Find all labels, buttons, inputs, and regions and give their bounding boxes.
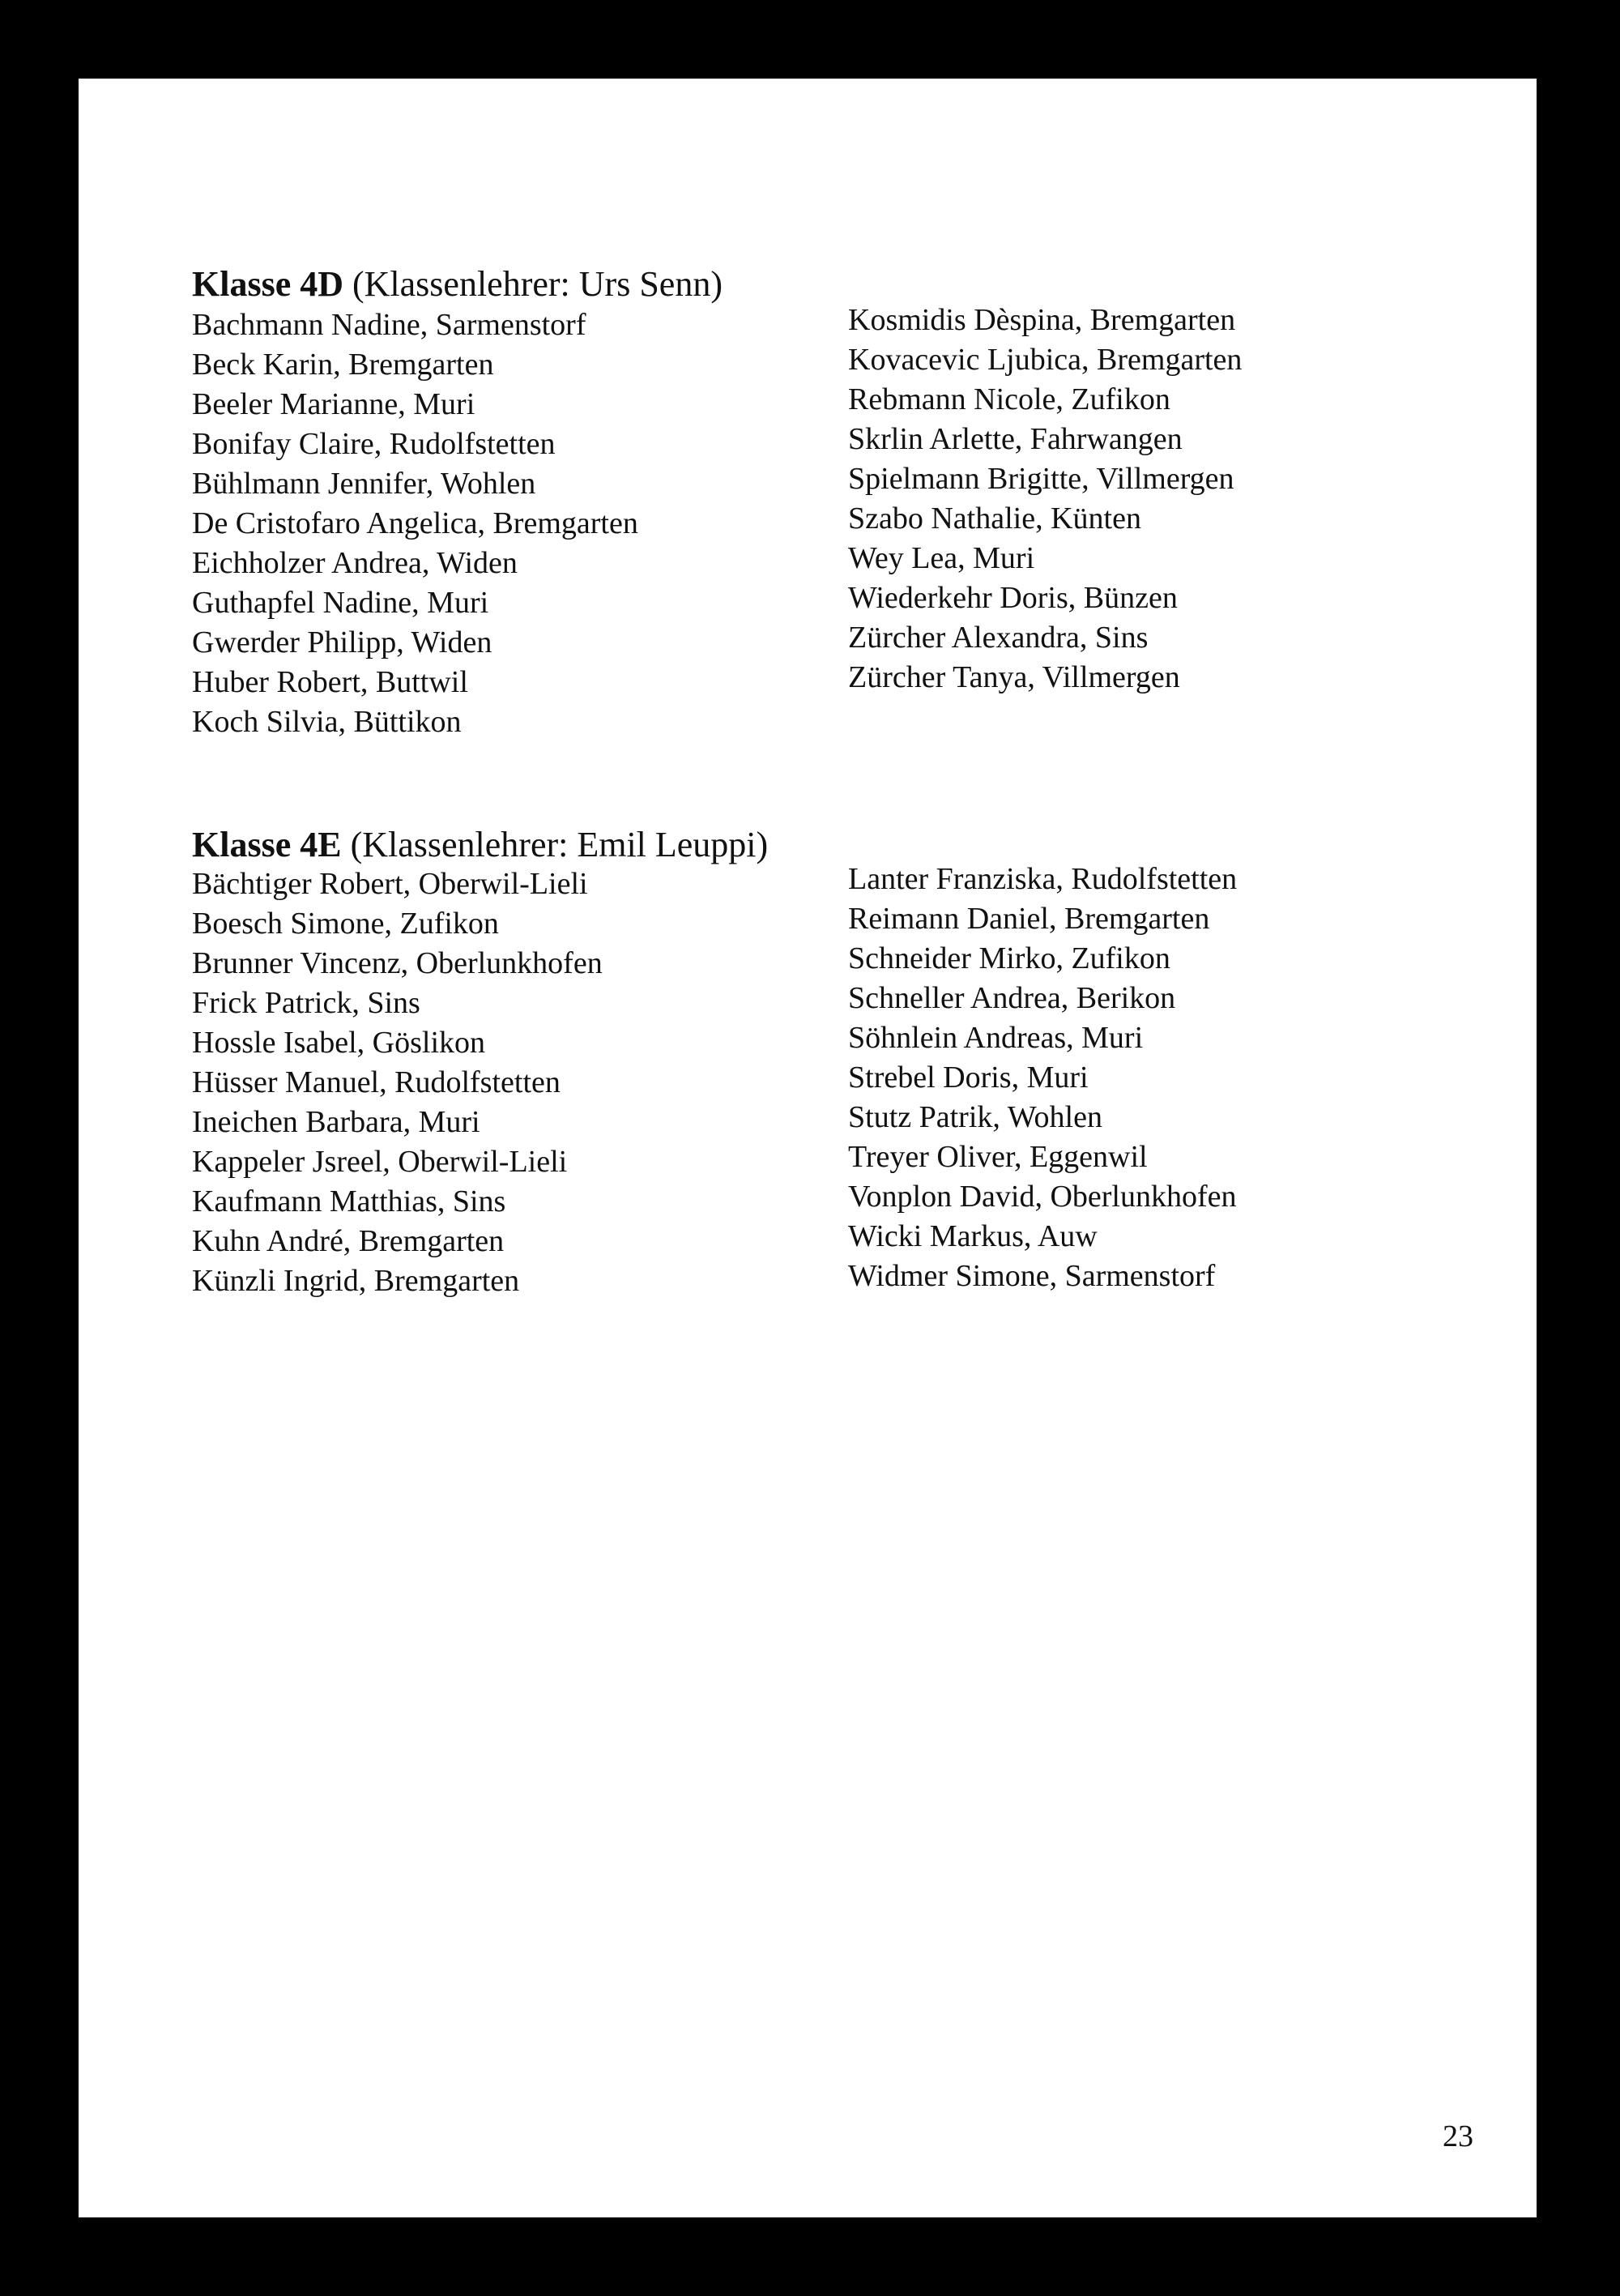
student-entry: Beck Karin, Bremgarten [192, 348, 494, 382]
student-entry: Treyer Oliver, Eggenwil [848, 1140, 1148, 1174]
student-entry: Eichholzer Andrea, Widen [192, 546, 518, 580]
student-entry: Bachmann Nadine, Sarmenstorf [192, 308, 586, 342]
student-list-left [192, 864, 603, 1301]
student-entry: De Cristofaro Angelica, Bremgarten [192, 506, 638, 540]
student-entry: Zürcher Alexandra, Sins [848, 621, 1149, 655]
student-entry: Wiederkehr Doris, Bünzen [848, 581, 1178, 615]
student-entry: Szabo Nathalie, Künten [848, 501, 1141, 536]
student-entry: Huber Robert, Buttwil [192, 665, 468, 699]
student-entry: Kosmidis Dèspina, Bremgarten [848, 303, 1236, 337]
class-heading [192, 824, 768, 865]
student-entry: Koch Silvia, Büttikon [192, 705, 462, 739]
student-entry: Zürcher Tanya, Villmergen [848, 660, 1180, 694]
student-entry: Hossle Isabel, Göslikon [192, 1026, 486, 1060]
student-entry: Beeler Marianne, Muri [192, 387, 475, 421]
student-entry: Reimann Daniel, Bremgarten [848, 902, 1210, 936]
student-entry: Bonifay Claire, Rudolfstetten [192, 427, 556, 461]
student-entry: Kuhn André, Bremgarten [192, 1224, 505, 1258]
student-entry: Wicki Markus, Auw [848, 1219, 1098, 1253]
student-entry: Kappeler Jsreel, Oberwil-Lieli [192, 1145, 568, 1179]
student-entry: Wey Lea, Muri [848, 541, 1035, 575]
teacher-label: (Klassenlehrer: Emil Leuppi) [350, 825, 769, 864]
student-entry: Guthapfel Nadine, Muri [192, 586, 489, 620]
student-entry: Skrlin Arlette, Fahrwangen [848, 422, 1183, 456]
student-entry: Bühlmann Jennifer, Wohlen [192, 467, 536, 501]
document-page [79, 79, 1537, 2217]
student-list-left [192, 305, 638, 742]
student-list-right [848, 301, 1242, 698]
student-entry: Brunner Vincenz, Oberlunkhofen [192, 946, 603, 980]
class-heading [192, 263, 723, 305]
student-entry: Vonplon David, Oberlunkhofen [848, 1180, 1237, 1214]
student-entry: Ineichen Barbara, Muri [192, 1105, 480, 1139]
student-entry: Bächtiger Robert, Oberwil-Lieli [192, 867, 588, 901]
student-entry: Gwerder Philipp, Widen [192, 625, 492, 659]
student-entry: Lanter Franziska, Rudolfstetten [848, 862, 1238, 896]
page-number: 23 [1443, 2119, 1473, 2153]
student-entry: Frick Patrick, Sins [192, 986, 420, 1020]
student-list-right [848, 860, 1237, 1296]
student-entry: Kovacevic Ljubica, Bremgarten [848, 343, 1243, 377]
student-entry: Stutz Patrik, Wohlen [848, 1100, 1102, 1134]
student-entry: Spielmann Brigitte, Villmergen [848, 462, 1234, 496]
teacher-label: (Klassenlehrer: Urs Senn) [352, 264, 723, 304]
student-entry: Schneider Mirko, Zufikon [848, 941, 1170, 975]
student-entry: Schneller Andrea, Berikon [848, 981, 1176, 1015]
student-entry: Boesch Simone, Zufikon [192, 907, 499, 941]
student-entry: Hüsser Manuel, Rudolfstetten [192, 1065, 561, 1099]
student-entry: Kaufmann Matthias, Sins [192, 1184, 506, 1218]
class-label: Klasse 4E [192, 825, 342, 864]
student-entry: Strebel Doris, Muri [848, 1061, 1089, 1095]
student-entry: Künzli Ingrid, Bremgarten [192, 1264, 520, 1298]
class-label: Klasse 4D [192, 264, 343, 304]
student-entry: Söhnlein Andreas, Muri [848, 1021, 1144, 1055]
student-entry: Widmer Simone, Sarmenstorf [848, 1259, 1216, 1293]
student-entry: Rebmann Nicole, Zufikon [848, 382, 1170, 416]
